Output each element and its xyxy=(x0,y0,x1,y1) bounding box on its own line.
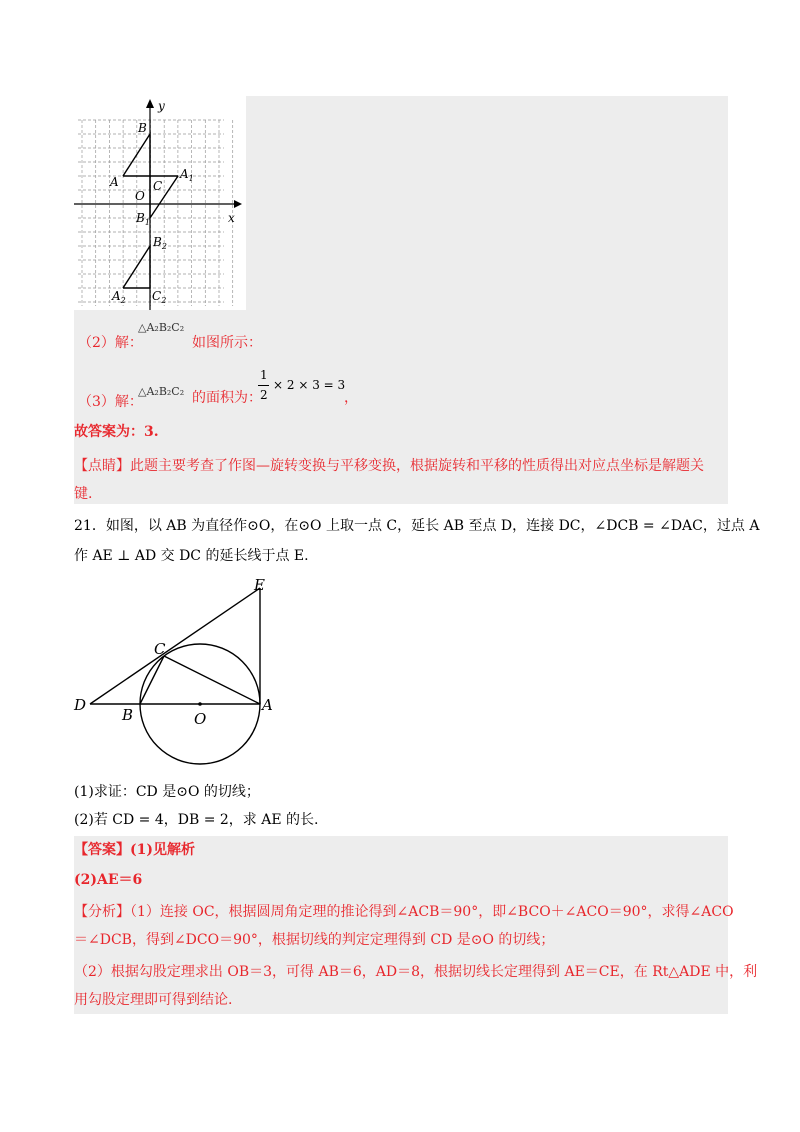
label-b: B xyxy=(138,121,147,135)
part2-suffix: 如图所示： xyxy=(192,335,262,351)
part2-line xyxy=(78,333,143,353)
circle-figure-svg xyxy=(70,574,290,784)
q21-line-2: 作 AE ⊥ AD 交 DC 的延长线于点 E. xyxy=(74,548,309,564)
formula-denominator: 2 xyxy=(260,388,268,402)
line-de xyxy=(90,588,260,704)
analysis-l3: （2）根据勾股定理求出 OB＝3，可得 AB＝6，AD＝8，根据切线长定理得到 AE＝CE，在 Rt△ADE 中，利 xyxy=(74,964,758,980)
x-axis-arrow-icon xyxy=(234,200,242,208)
label-b-circle: B xyxy=(122,706,134,724)
q21-line-1: 21．如图，以 AB 为直径作⊙O，在⊙O 上取一点 C，延长 AB 至点 D，连接 DC，∠DCB = ∠DAC，过点 A xyxy=(74,518,760,534)
label-origin: O xyxy=(135,189,145,203)
label-b2: $B_2$ xyxy=(153,235,167,251)
label-c2: $C_2$ xyxy=(152,289,167,305)
y-axis-arrow-icon xyxy=(146,99,154,108)
coordinate-figure xyxy=(74,96,246,310)
fraction-bar xyxy=(258,385,269,386)
answer-line: 故答案为：3. xyxy=(74,424,159,440)
circle-figure xyxy=(70,574,290,784)
label-a2: $A_2$ xyxy=(112,289,126,305)
part3-prefix: （3）解： xyxy=(78,394,143,410)
label-a1: $A_1$ xyxy=(180,167,194,183)
coordinate-grid-svg xyxy=(74,96,246,310)
part2-prefix: （2）解： xyxy=(78,335,143,351)
analysis-l1: 【分析】（1）连接 OC，根据圆周角定理的推论得到∠ACB＝90°，即∠BCO＋∠ACO＝90°，求得∠ACO xyxy=(74,904,734,920)
label-d: D xyxy=(74,696,87,714)
label-y: y xyxy=(158,99,165,113)
answer-l1: 【答案】(1)见解析 xyxy=(74,842,195,858)
label-b1: $B_1$ xyxy=(136,211,150,227)
solution-block-bottom xyxy=(74,836,728,1014)
line-ca xyxy=(164,656,260,704)
analysis-l4: 用勾股定理即可得到结论. xyxy=(74,992,233,1008)
label-e: E xyxy=(254,576,265,594)
part2-triangle: △A₂B₂C₂ xyxy=(138,321,185,334)
part3-tail: ， xyxy=(344,390,358,406)
comment-line-1: 【点睛】此题主要考查了作图—旋转变换与平移变换，根据旋转和平移的性质得出对应点坐标是解题关 xyxy=(74,458,704,474)
formula-numerator: 1 xyxy=(260,368,268,382)
label-c: C xyxy=(153,179,163,193)
label-a: A xyxy=(110,175,119,189)
area-formula xyxy=(258,366,348,406)
line-cb xyxy=(140,656,164,704)
label-o: O xyxy=(194,710,207,728)
q21-sub-1: (1)求证：CD 是⊙O 的切线； xyxy=(74,784,260,800)
comment-line-2: 键. xyxy=(74,486,93,502)
center-dot xyxy=(198,702,202,706)
analysis-l2: ＝∠DCB，得到∠DCO＝90°，根据切线的判定定理得到 CD 是⊙O 的切线； xyxy=(74,932,555,948)
part3-mid: 的面积为： xyxy=(192,390,262,406)
label-x: x xyxy=(228,211,235,225)
label-a-circle: A xyxy=(262,696,273,714)
q21-sub-2: (2)若 CD = 4，DB = 2，求 AE 的长. xyxy=(74,812,319,828)
formula-rest: × 2 × 3 = 3 xyxy=(273,378,346,392)
answer-l2: (2)AE＝6 xyxy=(74,872,143,888)
label-c-circle: C xyxy=(154,640,166,658)
part3-triangle: △A₂B₂C₂ xyxy=(138,385,185,398)
